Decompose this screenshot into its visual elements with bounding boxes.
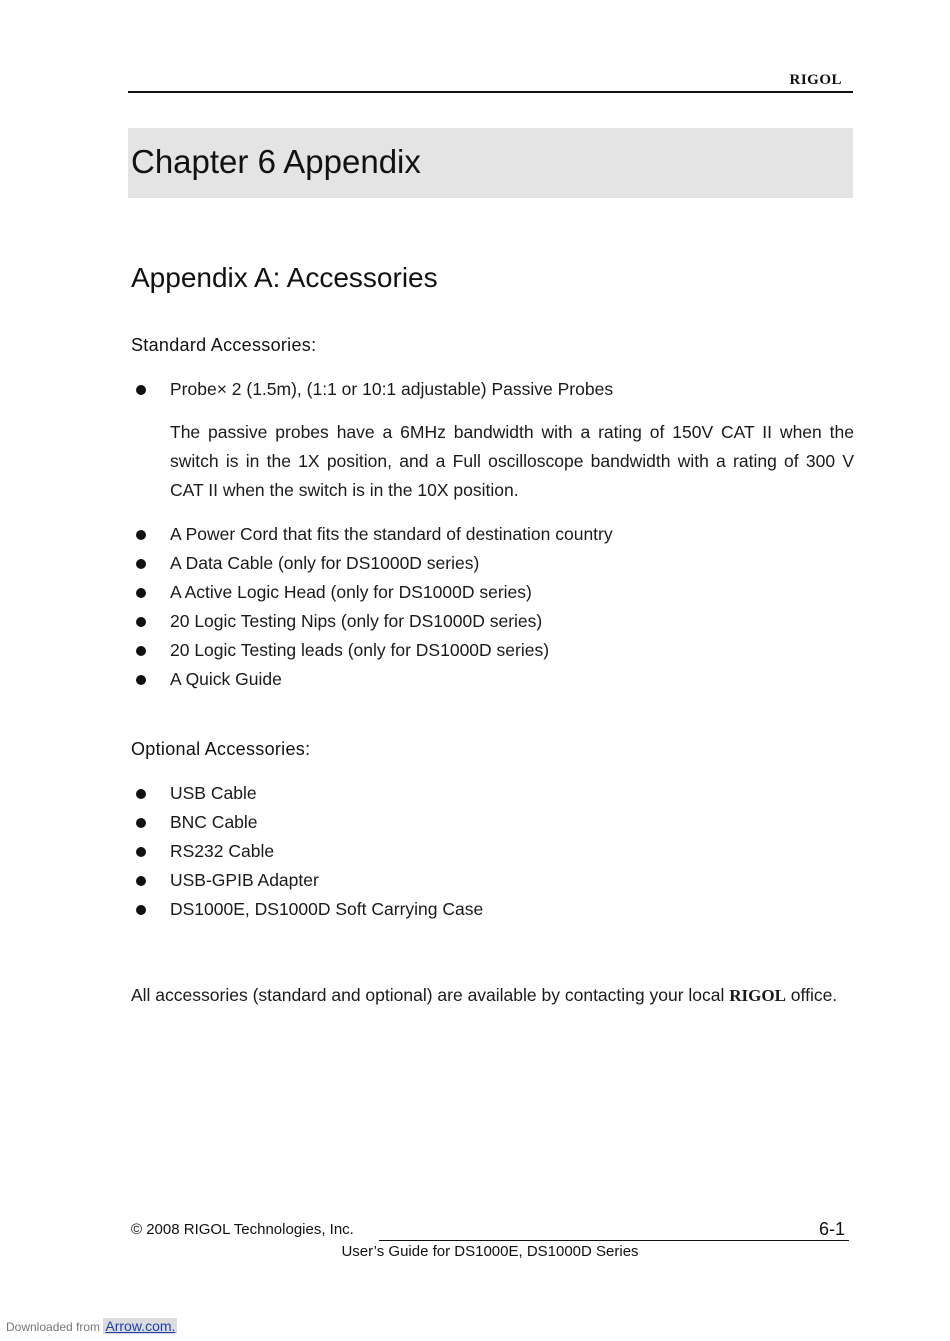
optional-accessories-heading: Optional Accessories: xyxy=(131,739,311,759)
list-item-text: 20 Logic Testing Nips (only for DS1000D series) xyxy=(170,611,543,631)
list-item-text: RS232 Cable xyxy=(170,841,275,861)
bullet-icon xyxy=(136,905,146,915)
footer-guide-title: User’s Guide for DS1000E, DS1000D Series xyxy=(341,1243,639,1260)
closing-brand: RIGOL xyxy=(729,986,786,1005)
list-item xyxy=(0,607,613,636)
footer-copyright: © 2008 RIGOL Technologies, Inc. xyxy=(131,1221,354,1238)
download-note xyxy=(6,1318,177,1334)
list-item-text: 20 Logic Testing leads (only for DS1000D series) xyxy=(170,640,550,660)
download-link[interactable]: Arrow.com. xyxy=(105,1318,176,1334)
closing-text-end: office. xyxy=(785,985,838,1005)
bullet-icon xyxy=(136,675,146,685)
footer-page-number: 6-1 xyxy=(818,1219,845,1239)
list-item xyxy=(0,866,483,895)
list-item-text: A Power Cord that fits the standard of destination country xyxy=(170,524,613,544)
bullet-icon xyxy=(136,588,146,598)
list-item-text: A Quick Guide xyxy=(170,669,282,689)
bullet-icon xyxy=(136,385,146,395)
list-item xyxy=(0,837,483,866)
list-item-text: A Active Logic Head (only for DS1000D series) xyxy=(170,582,532,602)
bullet-icon xyxy=(136,876,146,886)
list-item-text: USB Cable xyxy=(170,783,257,803)
bullet-icon xyxy=(136,789,146,799)
list-item xyxy=(0,895,483,924)
list-item xyxy=(0,520,613,549)
closing-text: All accessories (standard and optional) are available by contacting your local xyxy=(131,985,730,1005)
probe-description: The passive probes have a 6MHz bandwidth with a rating of 150V CAT II when the switch is in the 1X position, and a Full oscilloscope bandwidth with a rating of 300 V CAT II when the switch is in the 10X position. xyxy=(170,422,854,500)
list-item xyxy=(0,578,613,607)
probe-list xyxy=(0,375,613,404)
optional-accessories-list xyxy=(0,779,483,924)
bullet-icon xyxy=(136,617,146,627)
bullet-icon xyxy=(136,646,146,656)
list-item xyxy=(0,665,613,694)
bullet-icon xyxy=(136,559,146,569)
list-item xyxy=(0,808,483,837)
header-rule xyxy=(128,91,853,93)
list-item-text: USB-GPIB Adapter xyxy=(170,870,319,890)
list-item xyxy=(0,549,613,578)
section-title: Appendix A: Accessories xyxy=(131,262,438,293)
standard-accessories-heading: Standard Accessories: xyxy=(131,335,317,355)
closing-paragraph xyxy=(131,981,853,1010)
list-item-text: A Data Cable (only for DS1000D series) xyxy=(170,553,480,573)
chapter-title: Chapter 6 Appendix xyxy=(131,143,421,180)
bullet-icon xyxy=(136,530,146,540)
list-item-text: BNC Cable xyxy=(170,812,258,832)
bullet-icon xyxy=(136,818,146,828)
bullet-icon xyxy=(136,847,146,857)
brand-header: RIGOL xyxy=(789,72,842,88)
list-item-text: DS1000E, DS1000D Soft Carrying Case xyxy=(170,899,484,919)
list-item xyxy=(0,779,483,808)
footer-rule xyxy=(379,1240,849,1241)
list-item-text: Probe× 2 (1.5m), (1:1 or 10:1 adjustable) Passive Probes xyxy=(170,379,614,399)
download-prefix: Downloaded from xyxy=(6,1320,104,1334)
list-item xyxy=(0,636,613,665)
list-item xyxy=(0,375,613,404)
standard-accessories-list xyxy=(0,520,613,694)
